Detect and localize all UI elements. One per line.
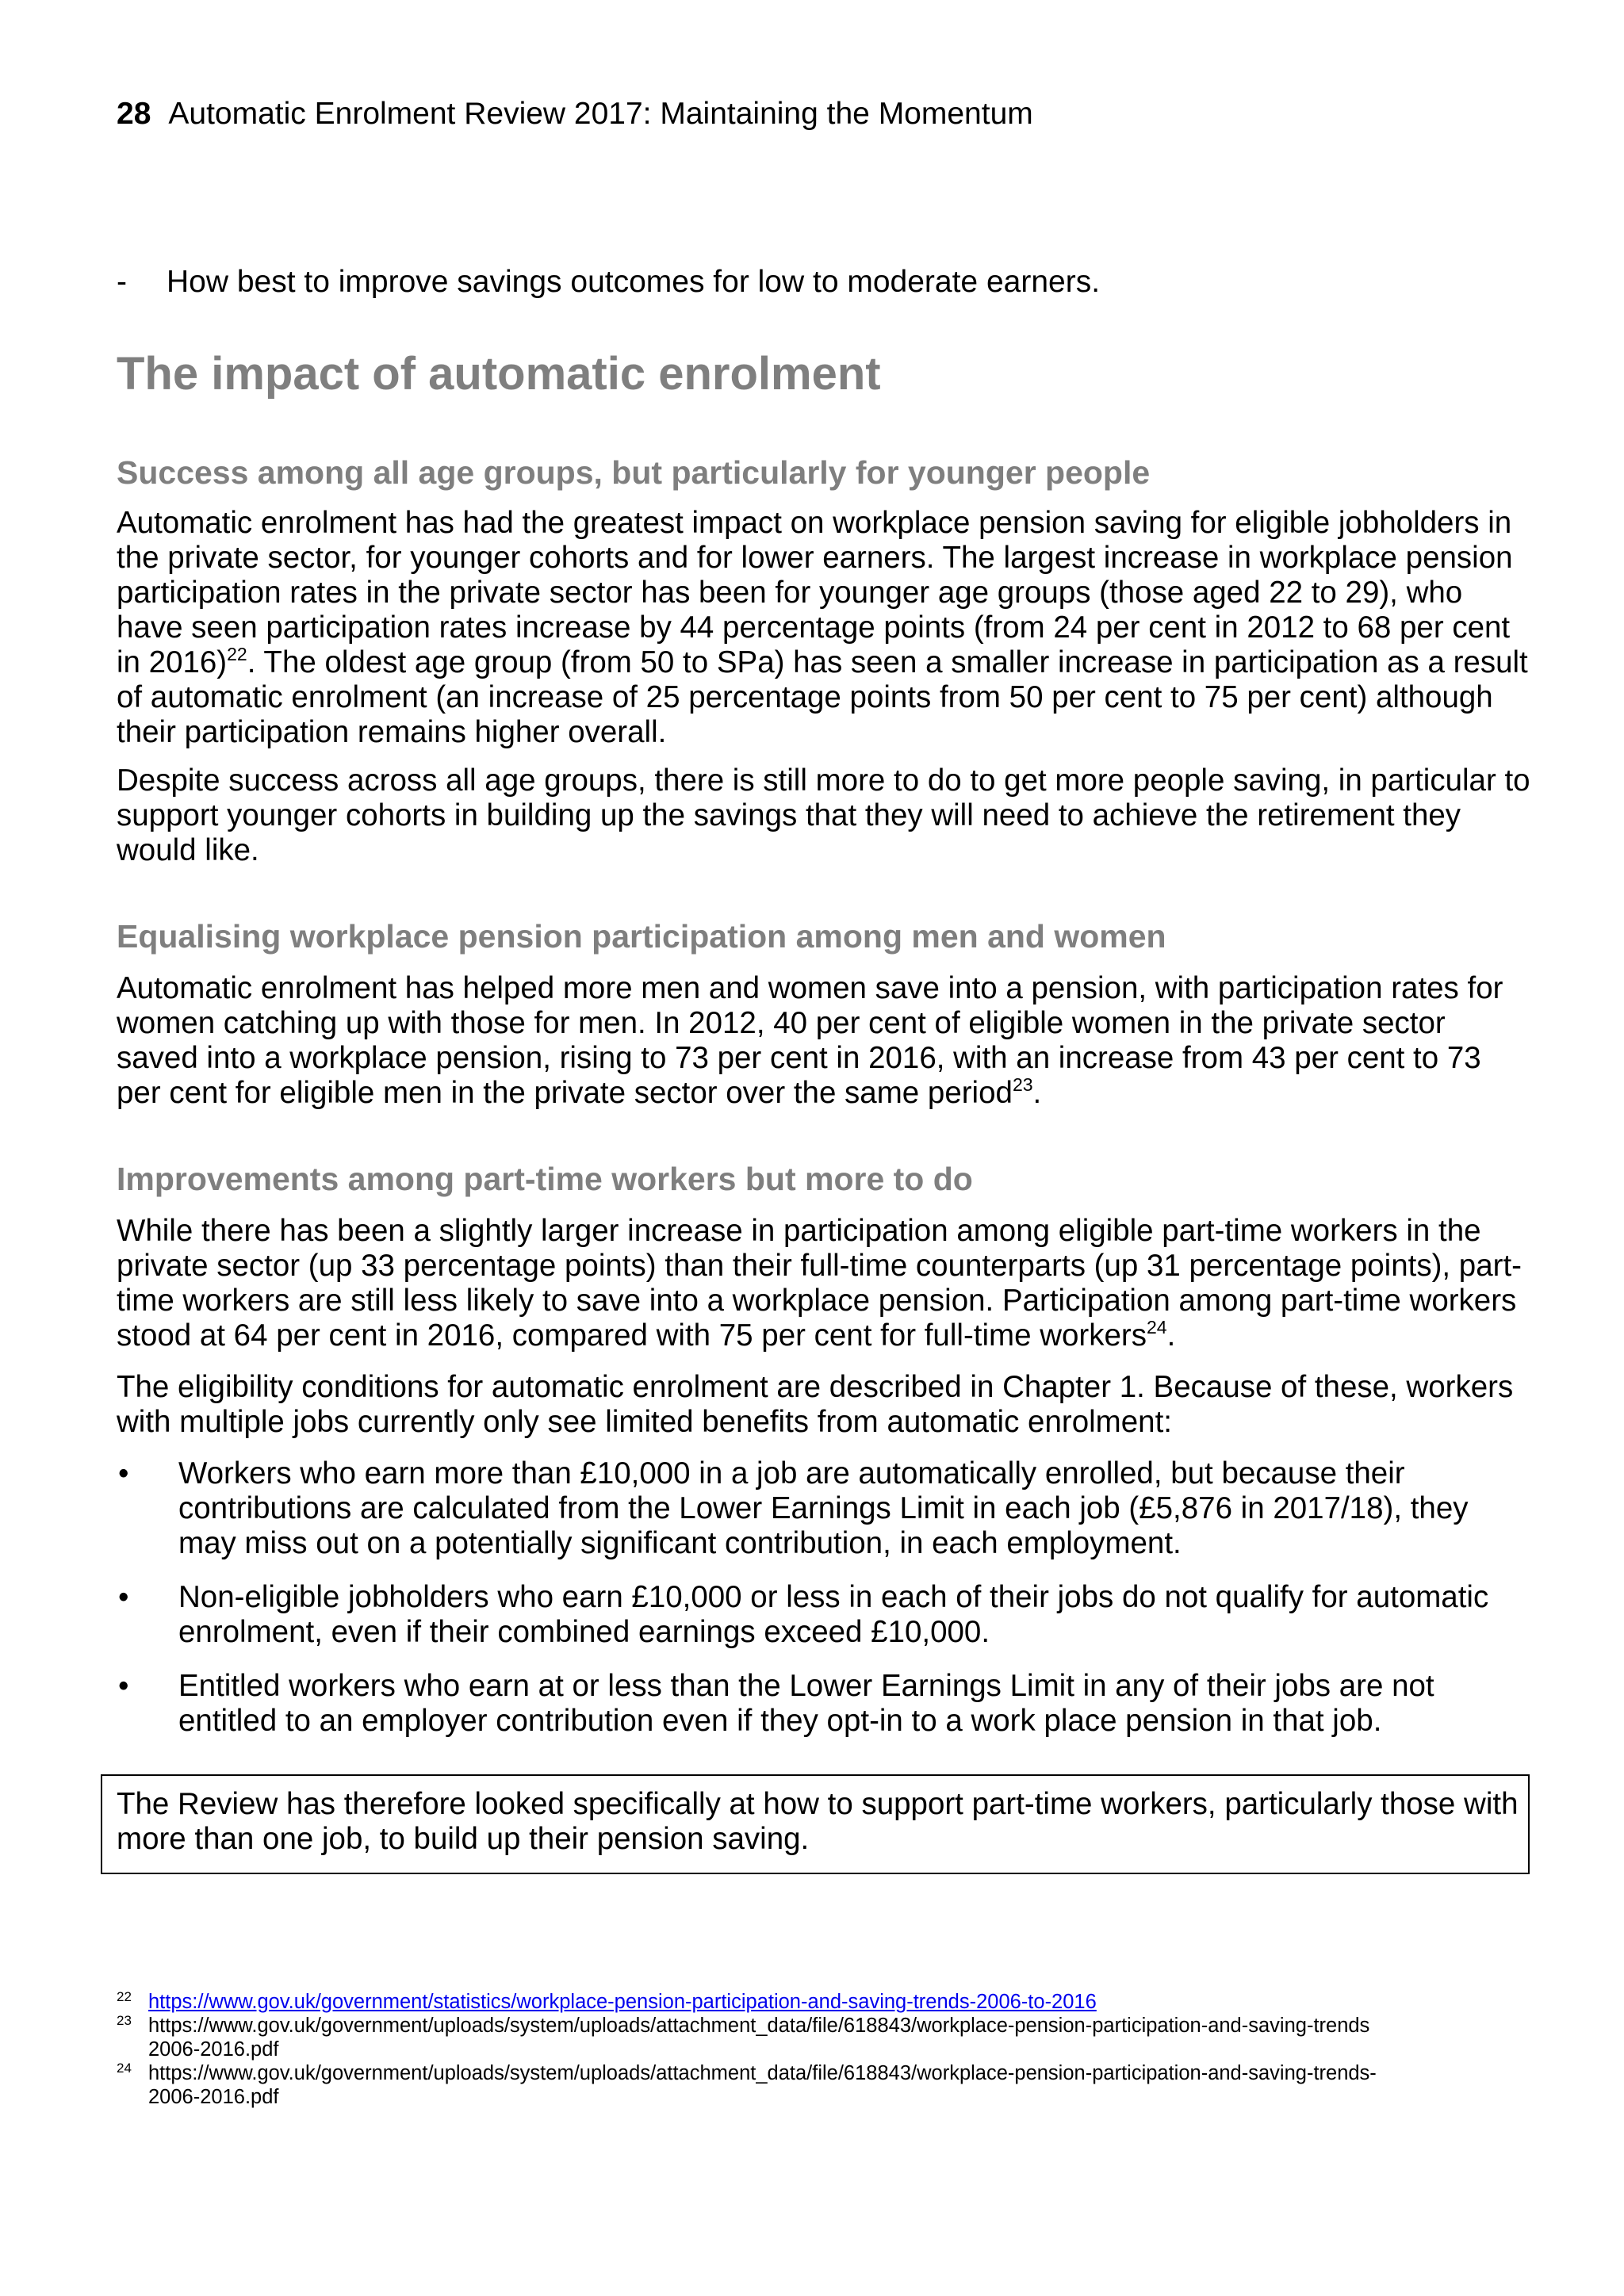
text-line: Despite success across all age groups, there is still more to do to get more people saving, in particular to bbox=[117, 763, 1530, 798]
text-line: of automatic enrolment (an increase of 25 percentage points from 50 per cent to 75 per cent) although bbox=[117, 680, 1493, 714]
text-run: per cent for eligible men in the private sector over the same period bbox=[117, 1076, 1013, 1110]
dash-item-text: How best to improve savings outcomes for low to moderate earners. bbox=[167, 265, 1101, 299]
subheading-men-women: Equalising workplace pension participation among men and women bbox=[117, 918, 1166, 955]
text-line: enrolment, even if their combined earnings exceed £10,000. bbox=[178, 1615, 990, 1649]
text-line: more than one job, to build up their pension saving. bbox=[117, 1822, 810, 1856]
footnote-22 bbox=[117, 1990, 1377, 2014]
bullet-list bbox=[117, 1456, 1488, 1758]
subheading-age-groups: Success among all age groups, but particularly for younger people bbox=[117, 454, 1151, 491]
footnote-text: https://www.gov.uk/government/uploads/system/uploads/attachment_data/file/618843/workplace-pension-participation-and-saving-trends- bbox=[148, 2062, 1377, 2084]
text-line: Automatic enrolment has had the greatest impact on workplace pension saving for eligible jobholders in bbox=[117, 506, 1512, 540]
footnote-text: https://www.gov.uk/government/uploads/system/uploads/attachment_data/file/618843/workplace-pension-participation-and-saving-trends bbox=[148, 2015, 1370, 2037]
text-run: . bbox=[1032, 1076, 1042, 1110]
footnote-text: 2006-2016.pdf bbox=[148, 2038, 279, 2061]
text-line: women catching up with those for men. In 2012, 40 per cent of eligible women in the private sector bbox=[117, 1006, 1446, 1040]
text-line: While there has been a slightly larger increase in participation among eligible part-time workers in the bbox=[117, 1214, 1481, 1248]
paragraph bbox=[117, 1214, 1522, 1353]
text-run: in 2016) bbox=[117, 645, 228, 679]
footnotes bbox=[117, 1990, 1377, 2109]
text-line: may miss out on a potentially significant contribution, in each employment. bbox=[178, 1526, 1182, 1560]
text-line: would like. bbox=[117, 833, 259, 867]
text-line: entitled to an employer contribution even if they opt-in to a work place pension in that job. bbox=[178, 1704, 1382, 1738]
list-item bbox=[117, 1669, 1488, 1739]
text-run: stood at 64 per cent in 2016, compared with 75 per cent for full-time workers bbox=[117, 1318, 1147, 1353]
text-line: Entitled workers who earn at or less than the Lower Earnings Limit in any of their jobs are not bbox=[178, 1669, 1434, 1703]
paragraph bbox=[117, 1370, 1513, 1440]
section-title: The impact of automatic enrolment bbox=[117, 348, 881, 400]
text-line bbox=[117, 645, 1528, 680]
text-line: Workers who earn more than £10,000 in a job are automatically enrolled, but because their bbox=[178, 1456, 1405, 1490]
text-line: have seen participation rates increase by 44 percentage points (from 24 per cent in 2012 to 68 per cent bbox=[117, 610, 1511, 645]
bullet-marker: • bbox=[118, 1456, 129, 1490]
text-line: contributions are calculated from the Lower Earnings Limit in each job (£5,876 in 2017/18), they bbox=[178, 1491, 1469, 1525]
footnote-24 bbox=[117, 2061, 1377, 2109]
text-line: The eligibility conditions for automatic enrolment are described in Chapter 1. Because of these, workers bbox=[117, 1370, 1514, 1404]
running-header bbox=[117, 95, 1033, 133]
subheading-part-time: Improvements among part-time workers but more to do bbox=[117, 1161, 973, 1197]
text-line: their participation remains higher overall. bbox=[117, 715, 667, 749]
text-line: participation rates in the private sector has been for younger age groups (those aged 22 to 29), who bbox=[117, 576, 1463, 610]
footnote-ref-23: 23 bbox=[1012, 1074, 1033, 1095]
paragraph bbox=[117, 506, 1528, 750]
text-line: private sector (up 33 percentage points) than their full-time counterparts (up 31 percentage points), part- bbox=[117, 1249, 1522, 1283]
text-line: the private sector, for younger cohorts and for lower earners. The largest increase in workplace pension bbox=[117, 541, 1513, 575]
text-run: . The oldest age group (from 50 to SPa) has seen a smaller increase in participation as a result bbox=[247, 645, 1528, 679]
footnote-23 bbox=[117, 2014, 1377, 2061]
footnote-link[interactable]: https://www.gov.uk/government/statistics/workplace-pension-participation-and-saving-trends-2006-to-2016 bbox=[148, 1991, 1097, 2013]
paragraph bbox=[117, 763, 1530, 868]
bullet-marker: • bbox=[118, 1580, 129, 1614]
footnote-text: 2006-2016.pdf bbox=[148, 2086, 279, 2108]
text-line bbox=[117, 1318, 1522, 1353]
footnote-number: 22 bbox=[117, 1989, 132, 2004]
bullet-marker: • bbox=[118, 1669, 129, 1703]
page-number: 28 bbox=[117, 97, 151, 131]
list-item bbox=[117, 1580, 1488, 1650]
text-line: support younger cohorts in building up the savings that they will need to achieve the retirement they bbox=[117, 798, 1461, 832]
callout-text bbox=[117, 1787, 1519, 1857]
footnote-number: 24 bbox=[117, 2061, 132, 2076]
footnote-number: 23 bbox=[117, 2013, 132, 2028]
callout-box bbox=[101, 1774, 1530, 1874]
dash-marker: - bbox=[117, 265, 127, 299]
text-line: The Review has therefore looked specifically at how to support part-time workers, particularly those with bbox=[117, 1787, 1519, 1821]
footnote-ref-22: 22 bbox=[227, 644, 247, 664]
header-title: Automatic Enrolment Review 2017: Maintaining the Momentum bbox=[168, 97, 1033, 131]
text-line: Automatic enrolment has helped more men and women save into a pension, with participation rates for bbox=[117, 971, 1503, 1005]
text-line: time workers are still less likely to save into a workplace pension. Participation among part-time workers bbox=[117, 1284, 1517, 1318]
text-line: with multiple jobs currently only see limited benefits from automatic enrolment: bbox=[117, 1405, 1172, 1439]
text-line: saved into a workplace pension, rising to 73 per cent in 2016, with an increase from 43 per cent to 73 bbox=[117, 1041, 1481, 1075]
text-run: . bbox=[1166, 1318, 1176, 1353]
list-item bbox=[117, 1456, 1488, 1561]
text-line: Non-eligible jobholders who earn £10,000 or less in each of their jobs do not qualify for automatic bbox=[178, 1580, 1489, 1614]
dash-list-item bbox=[117, 263, 1100, 301]
footnote-ref-24: 24 bbox=[1146, 1317, 1167, 1337]
paragraph bbox=[117, 971, 1503, 1111]
text-line bbox=[117, 1076, 1503, 1111]
